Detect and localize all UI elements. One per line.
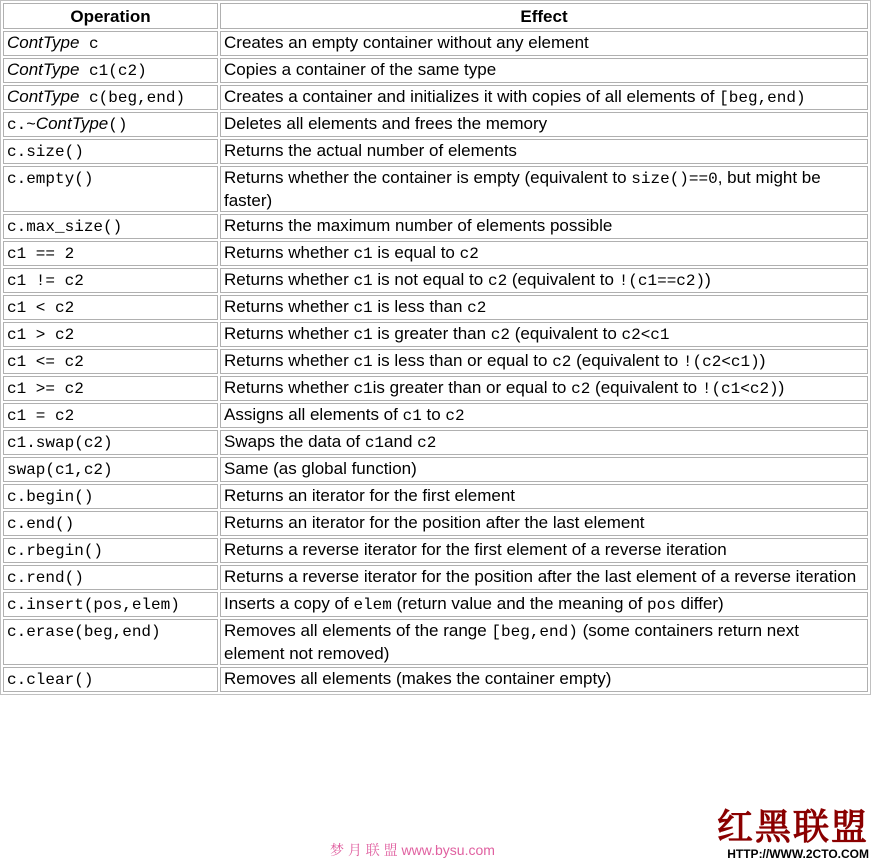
effect-cell: [220, 268, 868, 293]
operation-cell-text: c1 == 2: [7, 245, 75, 263]
effect-cell-text: c1: [353, 299, 373, 317]
table-row: [3, 31, 868, 56]
operation-cell-text: c1.swap(c2): [7, 434, 113, 452]
operation-cell-text: c.~: [7, 116, 36, 134]
operation-cell: [3, 58, 218, 83]
operation-cell: [3, 322, 218, 347]
operation-cell-text: ContType: [7, 87, 80, 106]
effect-cell-text: (return value and the meaning of: [391, 594, 648, 613]
effect-cell-text: is equal to: [372, 243, 460, 262]
effect-cell: [220, 139, 868, 164]
operation-cell: [3, 268, 218, 293]
effect-cell-text: [beg,end): [719, 89, 806, 107]
site-watermark-logo: [717, 807, 869, 861]
effect-cell: [220, 430, 868, 455]
effect-cell-text: (equivalent to: [509, 324, 622, 343]
table-row: [3, 295, 868, 320]
overlay-watermark: 梦 月 联 盟 www.bysu.com: [330, 842, 495, 858]
effect-cell-text: c2: [487, 272, 508, 290]
effect-cell: [220, 484, 868, 509]
effect-cell-text: c2: [417, 434, 437, 452]
effect-cell-text: to: [421, 405, 446, 424]
effect-cell-text: Removes all elements of the range: [224, 621, 492, 640]
table-row: [3, 484, 868, 509]
operation-cell: [3, 139, 218, 164]
effect-cell: [220, 538, 868, 563]
effect-cell-text: Removes all elements (makes the container empty): [224, 669, 612, 688]
operation-cell-text: c1 >= c2: [7, 380, 84, 398]
effect-cell: [220, 214, 868, 239]
effect-cell-text: Returns whether: [224, 297, 354, 316]
effect-cell-text: Returns the maximum number of elements possible: [224, 216, 613, 235]
effect-cell-text: Returns an iterator for the first element: [224, 486, 516, 505]
effect-cell-text: c2: [571, 380, 591, 398]
effect-cell: [220, 241, 868, 266]
effect-cell: [220, 349, 868, 374]
effect-cell-text: is less than or equal to: [372, 351, 553, 370]
effect-cell: [220, 667, 868, 692]
operation-cell: [3, 112, 218, 137]
operation-cell-text: c.begin(): [7, 488, 94, 506]
operation-cell: [3, 376, 218, 401]
operation-cell-text: c1 <= c2: [7, 353, 84, 371]
effect-cell: [220, 295, 868, 320]
operation-cell: [3, 667, 218, 692]
operation-cell-text: ContType: [7, 60, 80, 79]
table-row: [3, 565, 868, 590]
operation-cell-text: c.rend(): [7, 569, 84, 587]
effect-cell-text: (equivalent to: [507, 270, 619, 289]
effect-cell-text: ): [759, 351, 766, 370]
operation-cell-text: ContType: [35, 114, 109, 133]
effect-cell-text: and: [384, 432, 418, 451]
effect-cell-text: Creates a container and initializes it with copies of all elements of: [224, 87, 720, 106]
operation-cell-text: c.rbegin(): [7, 542, 104, 560]
effect-cell-text: pos: [647, 596, 676, 614]
table-row: [3, 403, 868, 428]
table-header-row: [3, 3, 868, 29]
effect-cell-text: Deletes all elements and frees the memory: [224, 114, 548, 133]
table-row: [3, 241, 868, 266]
effect-cell: [220, 565, 868, 590]
operation-cell-text: c.clear(): [7, 671, 94, 689]
operation-column-header: Operation: [3, 3, 218, 29]
effect-cell-text: !(c1==c2): [618, 272, 706, 290]
effect-cell: [220, 58, 868, 83]
table-row: [3, 322, 868, 347]
table-row: [3, 139, 868, 164]
effect-cell-text: c1: [353, 272, 373, 290]
operation-cell-text: c1 < c2: [7, 299, 75, 317]
operation-cell: [3, 241, 218, 266]
effect-cell: [220, 376, 868, 401]
effect-cell-text: (some containers return next element not removed): [224, 621, 799, 663]
operation-cell: [3, 31, 218, 56]
effect-cell: [220, 592, 868, 617]
operation-cell: [3, 166, 218, 212]
effect-cell-text: is greater than or equal to: [372, 378, 572, 397]
effect-cell-text: c2<c1: [621, 326, 670, 344]
operation-cell: [3, 538, 218, 563]
operation-cell-text: c(beg,end): [79, 89, 186, 107]
operation-cell: [3, 592, 218, 617]
effect-cell-text: [beg,end): [491, 623, 578, 641]
operation-cell-text: c.size(): [7, 143, 84, 161]
table-row: [3, 85, 868, 110]
operation-cell: [3, 565, 218, 590]
table-row: [3, 349, 868, 374]
operation-cell-text: c1 = c2: [7, 407, 75, 425]
effect-cell-text: Returns whether: [224, 351, 354, 370]
table-row: [3, 619, 868, 665]
effect-cell-text: Assigns all elements of: [224, 405, 403, 424]
operation-cell-text: swap(c1,c2): [7, 461, 113, 479]
effect-cell-text: Returns the actual number of elements: [224, 141, 517, 160]
operation-cell: [3, 484, 218, 509]
effect-cell-text: c2: [445, 407, 465, 425]
effect-cell-text: c1: [402, 407, 422, 425]
operation-cell-text: c: [79, 35, 99, 53]
effect-column-header: Effect: [220, 3, 868, 29]
effect-cell-text: c1: [364, 434, 385, 452]
table-row: [3, 667, 868, 692]
effect-cell: [220, 457, 868, 482]
effect-cell-text: is less than: [372, 297, 468, 316]
effect-cell-text: size()==0: [631, 170, 718, 188]
effect-cell-text: differ): [675, 594, 724, 613]
effect-cell-text: is greater than: [372, 324, 491, 343]
watermark-url: HTTP://WWW.2CTO.COM: [727, 847, 869, 861]
effect-cell-text: ): [778, 378, 785, 397]
effect-cell: [220, 322, 868, 347]
effect-cell: [220, 511, 868, 536]
effect-cell-text: ): [705, 270, 711, 289]
effect-cell-text: !(c1<c2): [701, 380, 779, 398]
effect-cell-text: !(c2<c1): [682, 353, 760, 371]
effect-cell-text: Returns whether: [224, 270, 354, 289]
effect-cell-text: elem: [353, 596, 392, 614]
effect-cell-text: c2: [490, 326, 510, 344]
effect-cell-text: c1: [353, 353, 373, 371]
effect-cell-text: Swaps the data of: [224, 432, 365, 451]
table-row: [3, 268, 868, 293]
operation-cell: [3, 349, 218, 374]
operation-cell: [3, 457, 218, 482]
effect-cell: [220, 619, 868, 665]
table-row: [3, 58, 868, 83]
table-row: [3, 592, 868, 617]
effect-cell-text: c1: [353, 326, 373, 344]
operation-cell: [3, 430, 218, 455]
operation-cell: [3, 295, 218, 320]
effect-cell-text: c2: [459, 245, 479, 263]
effect-cell-text: Returns whether: [224, 243, 354, 262]
effect-cell-text: Returns whether: [224, 378, 354, 397]
watermark-logo-text: 红黑联盟: [716, 806, 869, 848]
operation-cell-text: c.max_size(): [7, 218, 123, 236]
effect-cell: [220, 166, 868, 212]
effect-cell-text: Inserts a copy of: [224, 594, 354, 613]
effect-cell-text: Returns a reverse iterator for the first element of a reverse iteration: [224, 540, 727, 559]
effect-cell-text: (equivalent to: [590, 378, 702, 397]
effect-cell-text: c1: [353, 380, 373, 398]
effect-cell-text: (equivalent to: [571, 351, 683, 370]
table-row: [3, 511, 868, 536]
operation-cell: [3, 511, 218, 536]
table-row: [3, 166, 868, 212]
effect-cell-text: is not equal to: [372, 270, 488, 289]
effect-cell-text: c2: [552, 353, 572, 371]
table-row: [3, 214, 868, 239]
table-row: [3, 538, 868, 563]
operation-cell-text: c.insert(pos,elem): [7, 596, 180, 614]
table-row: [3, 376, 868, 401]
operation-cell-text: (): [108, 116, 128, 134]
operation-cell-text: c1 != c2: [7, 272, 84, 290]
operation-cell-text: c1(c2): [79, 62, 147, 80]
effect-cell-text: Returns whether the container is empty (equivalent to: [224, 168, 632, 187]
operation-cell-text: c1 > c2: [7, 326, 75, 344]
effect-cell-text: , but might be faster): [224, 168, 821, 210]
effect-cell: [220, 85, 868, 110]
operation-cell-text: c.erase(beg,end): [7, 623, 161, 641]
effect-cell: [220, 31, 868, 56]
effect-cell-text: Returns whether: [224, 324, 354, 343]
effect-cell: [220, 403, 868, 428]
operation-cell: [3, 214, 218, 239]
effect-cell: [220, 112, 868, 137]
effect-cell-text: c1: [353, 245, 373, 263]
operation-cell: [3, 619, 218, 665]
operation-cell: [3, 403, 218, 428]
operation-cell-text: ContType: [7, 33, 80, 52]
table-row: [3, 112, 868, 137]
table-row: [3, 457, 868, 482]
effect-cell-text: Returns an iterator for the position after the last element: [224, 513, 645, 532]
table-row: [3, 430, 868, 455]
effect-cell-text: Returns a reverse iterator for the position after the last element of a reverse iteration: [224, 567, 857, 586]
effect-cell-text: Copies a container of the same type: [224, 60, 497, 79]
effect-cell-text: c2: [467, 299, 487, 317]
operation-cell-text: c.empty(): [7, 170, 94, 188]
operation-cell: [3, 85, 218, 110]
operation-cell-text: c.end(): [7, 515, 75, 533]
effect-cell-text: Creates an empty container without any element: [224, 33, 589, 52]
table-body: [3, 31, 868, 692]
effect-cell-text: Same (as global function): [224, 459, 417, 478]
